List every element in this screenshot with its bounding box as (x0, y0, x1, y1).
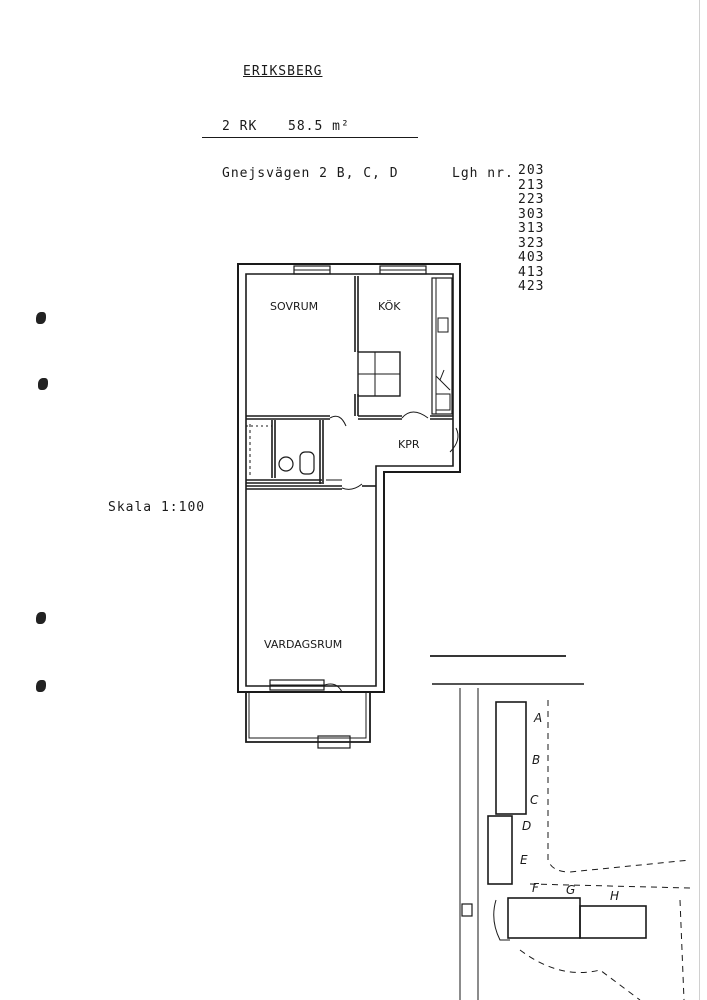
room-label-bedroom: SOVRUM (270, 300, 319, 313)
property-title: ERIKSBERG (243, 64, 323, 79)
site-label-a: A (534, 711, 543, 725)
building-fg (508, 898, 580, 938)
building-de (488, 816, 512, 884)
apartment-number: 323 (518, 235, 545, 251)
apartment-number: 213 (518, 177, 545, 193)
apartment-number: 423 (518, 279, 545, 294)
apartment-number: 303 (518, 206, 545, 222)
site-label-g: G (566, 883, 576, 897)
building-abc (496, 702, 526, 814)
address: Gnejsvägen 2 B, C, D (222, 166, 399, 181)
site-labels (520, 711, 619, 903)
room-label-hallway: KPR (398, 438, 420, 451)
apartment-number: 203 (518, 163, 545, 178)
apartment-number: 413 (518, 264, 545, 280)
unit-type: 2 RK (222, 119, 258, 134)
apartment-number: 403 (518, 250, 545, 265)
site-label-c: C (530, 793, 539, 807)
site-label-f: F (532, 881, 539, 895)
site-label-d: D (522, 819, 532, 833)
apartment-number: 313 (518, 221, 545, 236)
site-label-b: B (532, 753, 541, 767)
room-label-kitchen: KÖK (378, 300, 401, 313)
apartment-label: Lgh nr. (452, 166, 514, 181)
room-label-living: VARDAGSRUM (264, 638, 343, 651)
building-h (580, 906, 646, 938)
site-label-e: E (520, 853, 528, 867)
unit-area: 58.5 m² (288, 119, 350, 134)
site-label-h: H (610, 889, 620, 903)
apartment-number: 223 (518, 192, 545, 207)
scale-label: Skala 1:100 (108, 500, 206, 515)
